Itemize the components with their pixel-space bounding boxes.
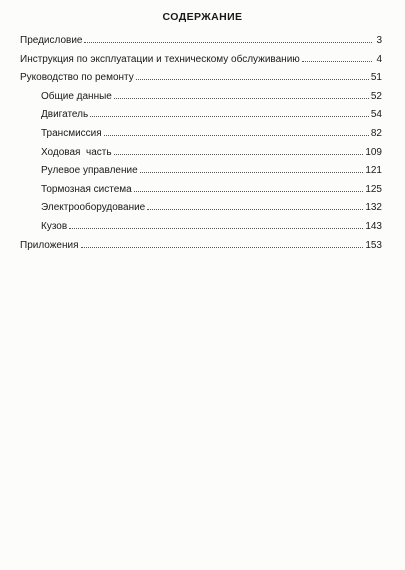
toc-entry-page: 153 — [365, 239, 382, 251]
dot-leader — [136, 78, 369, 80]
toc-entry-appendices — [20, 240, 382, 259]
toc-entry-label: Двигатель — [41, 109, 89, 121]
toc-entry-label: Трансмиссия — [41, 127, 102, 139]
toc-entry-transmission — [20, 128, 382, 147]
toc-entry-steering — [20, 165, 382, 184]
toc-entry-preface — [20, 35, 382, 54]
toc-entry-page: 109 — [365, 146, 382, 158]
page-title: СОДЕРЖАНИЕ — [162, 11, 243, 23]
dot-leader — [114, 97, 369, 99]
toc-entry-page: 51 — [370, 72, 382, 84]
toc-entry-repair-manual — [20, 72, 382, 91]
toc-entry-label: Рулевое управление — [41, 165, 138, 177]
dot-leader — [81, 246, 364, 248]
toc-entry-page: 3 — [376, 35, 382, 46]
toc-entry-label: Кузов — [41, 220, 68, 232]
toc-entry-label: Руководство по ремонту — [20, 72, 134, 84]
toc-entry-general-data — [20, 91, 382, 110]
toc-entry-page: 143 — [365, 220, 382, 232]
dot-leader — [114, 153, 364, 155]
table-of-contents — [20, 35, 382, 258]
dot-leader — [84, 41, 372, 43]
dot-leader — [302, 60, 372, 62]
toc-entry-label: Тормозная система — [41, 183, 132, 195]
toc-entry-electrical — [20, 202, 382, 221]
toc-entry-body — [20, 221, 382, 240]
dot-leader — [140, 171, 364, 173]
dot-leader — [134, 190, 364, 192]
toc-entry-page: 4 — [376, 53, 382, 65]
toc-entry-label: Приложения — [20, 239, 79, 251]
toc-entry-label: Общие данные — [41, 90, 112, 102]
toc-entry-label: Предисловие — [20, 35, 83, 46]
toc-entry-operating-instructions — [20, 54, 382, 73]
dot-leader — [90, 115, 369, 117]
toc-entry-page: 52 — [370, 90, 382, 102]
dot-leader — [104, 134, 369, 136]
toc-entry-running-gear — [20, 147, 382, 166]
toc-entry-label: Инструкция по эксплуатации и техническому обслуживанию — [20, 53, 300, 65]
toc-entry-engine — [20, 109, 382, 128]
dot-leader — [69, 227, 363, 229]
toc-entry-page: 132 — [365, 202, 382, 214]
toc-entry-brakes — [20, 184, 382, 203]
toc-entry-label: Ходовая часть — [41, 146, 112, 158]
toc-entry-page: 125 — [365, 183, 382, 195]
dot-leader — [147, 208, 363, 210]
toc-entry-page: 121 — [365, 165, 382, 177]
toc-entry-page: 54 — [370, 109, 382, 121]
toc-entry-label: Электрооборудование — [41, 202, 146, 214]
toc-entry-page: 82 — [370, 127, 382, 139]
